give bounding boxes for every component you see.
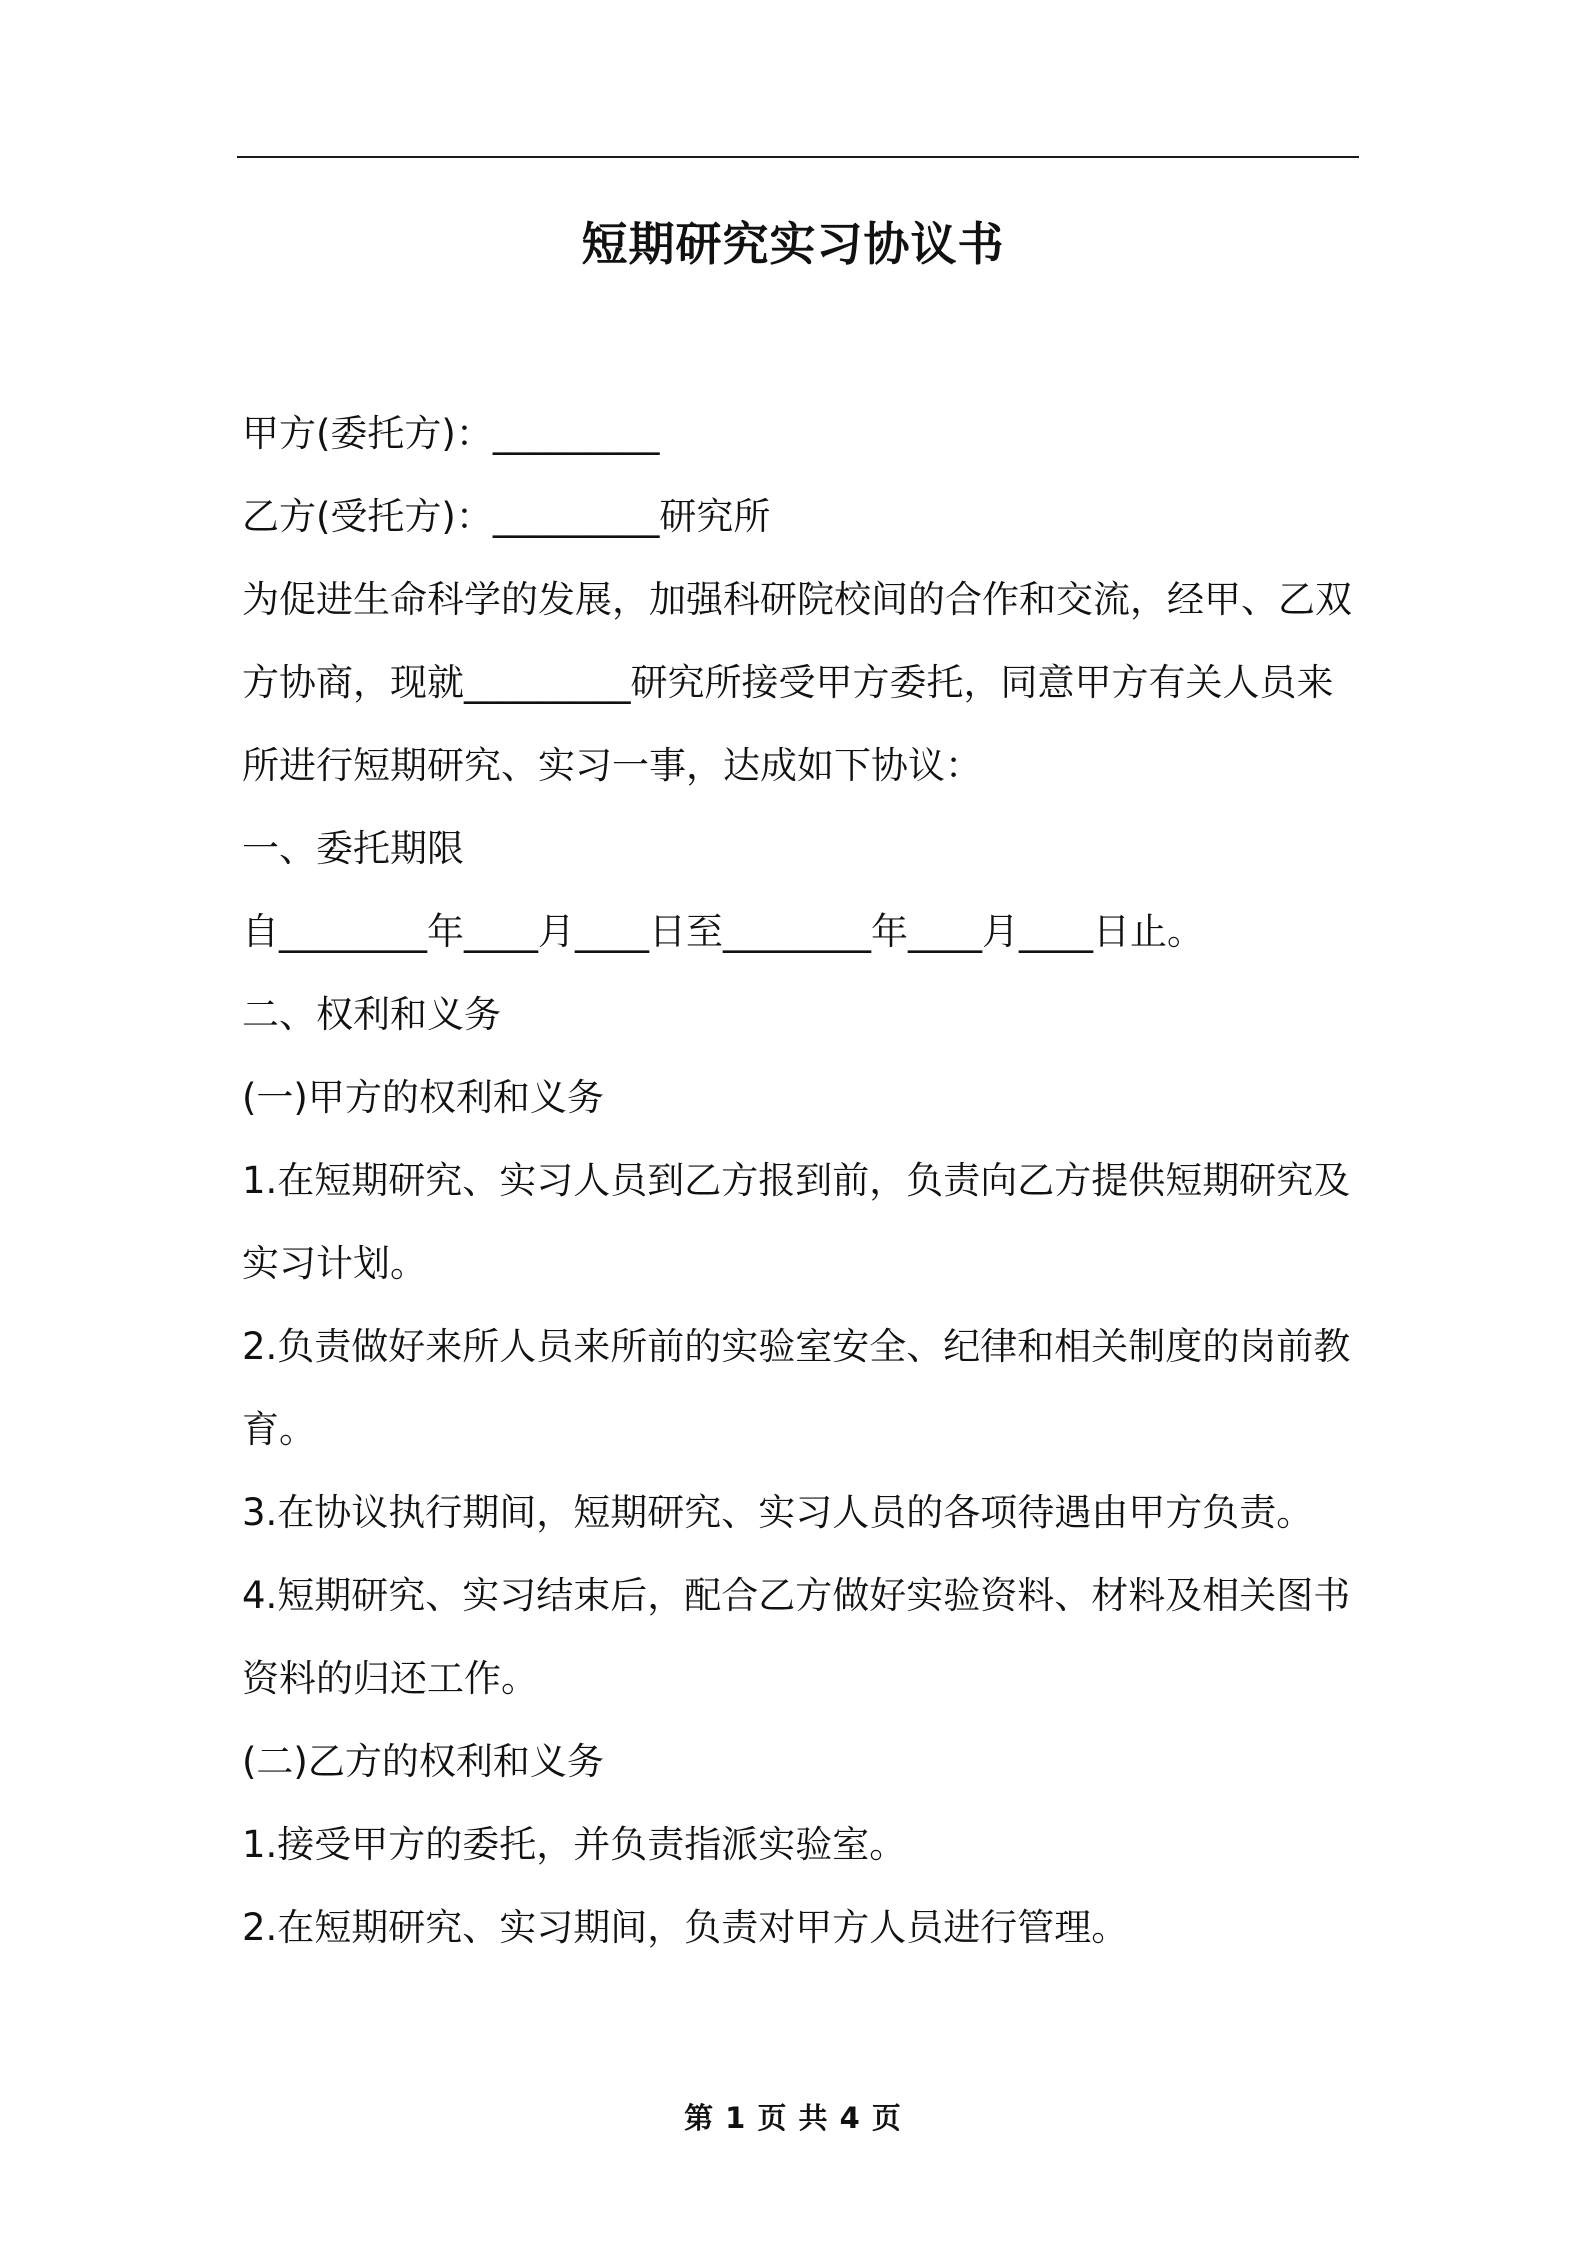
clause-line: 实习计划。 [242,1242,427,1285]
clause-line: 1.接受甲方的委托，并负责指派实验室。 [242,1823,907,1866]
party-a-line: 甲方(委托方)：_________ [242,412,660,455]
subsection-heading: (二)乙方的权利和义务 [242,1740,604,1783]
document-title: 短期研究实习协议书 [581,217,1005,271]
section-heading: 二、权利和义务 [242,993,501,1036]
preamble-line: 方协商，现就_________研究所接受甲方委托，同意甲方有关人员来 [242,661,1334,704]
header-rule [237,156,1359,158]
clause-line: 育。 [242,1408,316,1451]
clause-line: 4.短期研究、实习结束后，配合乙方做好实验资料、材料及相关图书 [242,1574,1351,1617]
party-b-line: 乙方(受托方)：_________研究所 [242,495,771,538]
preamble-line: 所进行短期研究、实习一事，达成如下协议： [242,744,982,787]
term-line: 自________年____月____日至________年____月____日止。 [242,910,1204,953]
clause-line: 2.在短期研究、实习期间，负责对甲方人员进行管理。 [242,1906,1129,1949]
subsection-heading: (一)甲方的权利和义务 [242,1076,604,1119]
section-heading: 一、委托期限 [242,827,464,870]
document-body [242,406,1362,1983]
clause-line: 资料的归还工作。 [242,1657,538,1700]
page-number: 第 1 页 共 4 页 [684,2101,902,2135]
preamble-line: 为促进生命科学的发展，加强科研院校间的合作和交流，经甲、乙双 [242,578,1352,621]
clause-line: 2.负责做好来所人员来所前的实验室安全、纪律和相关制度的岗前教 [242,1325,1351,1368]
clause-line: 3.在协议执行期间，短期研究、实习人员的各项待遇由甲方负责。 [242,1491,1314,1534]
clause-line: 1.在短期研究、实习人员到乙方报到前，负责向乙方提供短期研究及 [242,1159,1351,1202]
